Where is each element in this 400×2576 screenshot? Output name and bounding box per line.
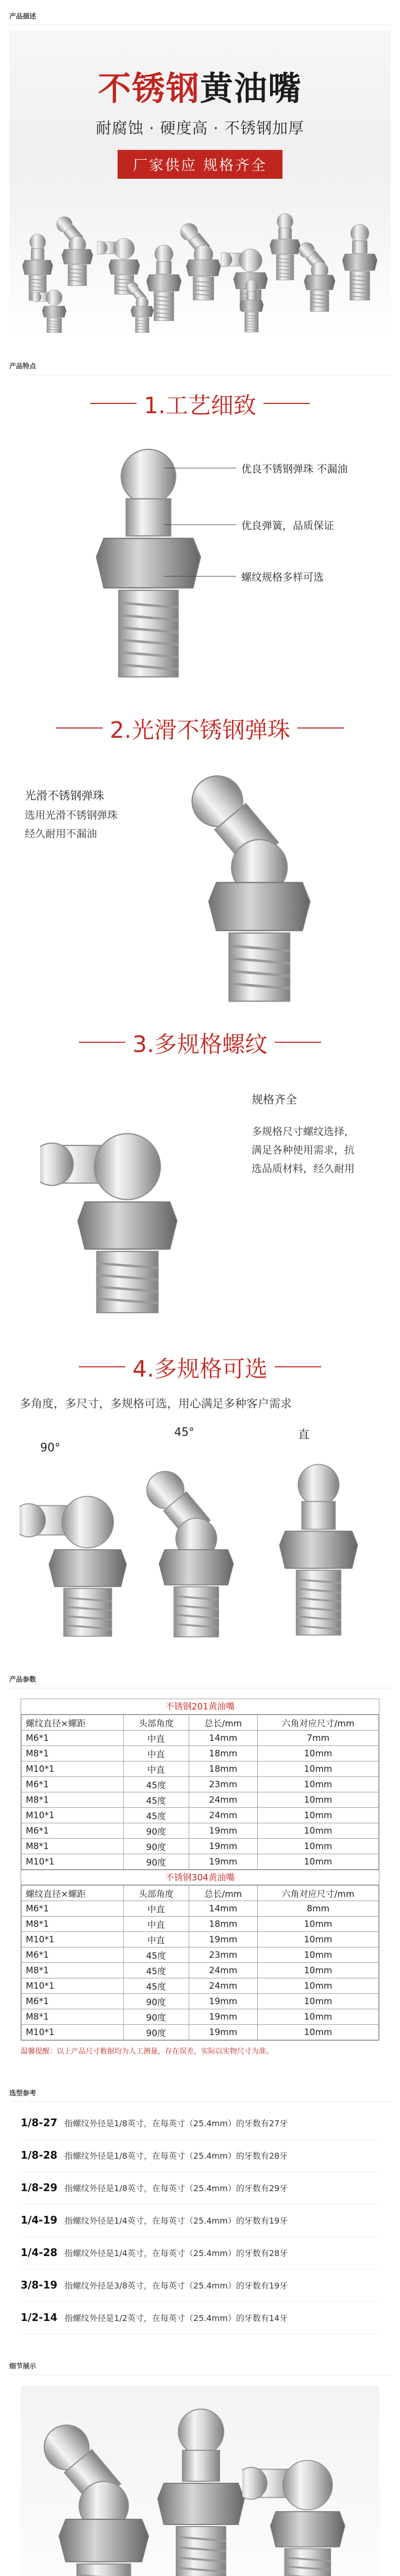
spec-table [21, 1699, 379, 2041]
feature-block-2 [9, 700, 391, 1014]
table-cell: M6*1 [22, 1947, 124, 1963]
table-cell: 10mm [258, 1994, 379, 2009]
table-cell: M10*1 [22, 1978, 124, 1994]
table-cell: 10mm [258, 1932, 379, 1947]
thread-code: 1/8-27 [21, 2116, 58, 2129]
angle-label: 直 [298, 1429, 310, 1442]
selection-item [21, 2107, 379, 2140]
table-cell: M6*1 [22, 1994, 124, 2009]
table-cell: 90度 [124, 2009, 189, 2025]
table-cell: 10mm [258, 2009, 379, 2025]
callout-ball: 优良不锈钢弹珠 不漏油 [241, 463, 348, 475]
table-row [22, 1917, 379, 1932]
selection-item [21, 2140, 379, 2172]
table-cell: 19mm [189, 1932, 258, 1947]
feature-block-4 [9, 1338, 391, 1663]
thread-code: 1/2-14 [21, 2311, 58, 2324]
feature-title [9, 1338, 391, 1395]
table-cell: 23mm [189, 1947, 258, 1963]
detail-image-1 [21, 2385, 379, 2576]
table-cell: 24mm [189, 1792, 258, 1808]
table-header-cell: 总长/mm [189, 1715, 258, 1731]
spec-table-201 [21, 1715, 379, 1870]
feature-title-text: 2.光滑不锈钢弹珠 [110, 717, 290, 743]
table-row [22, 2025, 379, 2040]
detail-product-image [21, 2385, 379, 2576]
table-cell: M6*1 [22, 1901, 124, 1917]
feature-title [9, 375, 391, 432]
table-cell: 10mm [258, 1839, 379, 1854]
table-cell: 中直 [124, 1917, 189, 1932]
selection-item [21, 2269, 379, 2302]
table-header-cell: 螺纹直径×螺距 [22, 1886, 124, 1901]
feature-line: 选品质材料，经久耐用 [252, 1162, 355, 1175]
feature-body [9, 756, 391, 1014]
feature-block-1 [9, 375, 391, 700]
thread-description: 指螺纹外径是1/8英寸，在每英寸（25.4mm）的牙数有27牙 [64, 2119, 288, 2128]
table-row [22, 1854, 379, 1870]
table-row [22, 1761, 379, 1777]
table-row [22, 1978, 379, 1994]
selection-item [21, 2172, 379, 2205]
hero-title [9, 62, 391, 110]
table-cell: 10mm [258, 2025, 379, 2040]
selection-item [21, 2237, 379, 2269]
hero-subtitle: 耐腐蚀 · 硬度高 · 不锈钢加厚 [95, 120, 305, 138]
table-cell: 23mm [189, 1777, 258, 1792]
thread-description: 指螺纹外径是1/8英寸，在每英寸（25.4mm）的牙数有29牙 [64, 2183, 288, 2193]
table-cell: M10*1 [22, 1761, 124, 1777]
feature-title-text: 4.多规格可选 [132, 1356, 268, 1382]
table-cell: 90度 [124, 1839, 189, 1854]
feature-body [9, 432, 391, 700]
feature-title [9, 1014, 391, 1071]
table-cell: M10*1 [22, 2025, 124, 2040]
table-row [22, 1792, 379, 1808]
table-cell: M6*1 [22, 1823, 124, 1839]
thread-code: 1/8-28 [21, 2149, 58, 2161]
callout-thread: 螺纹规格多样可选 [241, 571, 324, 583]
table-header-cell: 头部角度 [124, 1886, 189, 1901]
table-cell: 18mm [189, 1746, 258, 1761]
table-cell: 45度 [124, 1792, 189, 1808]
table-header-cell: 六角对应尺寸/mm [258, 1886, 379, 1901]
hero-product-image [9, 200, 391, 334]
hero-banner [9, 30, 391, 338]
table-cell: 中直 [124, 1761, 189, 1777]
table-note: 温馨提醒：以上产品尺寸数据均为人工测量，存在误差，实际以实物尺寸为准。 [21, 2047, 273, 2056]
title-dash [56, 727, 103, 728]
table-group-title: 不锈钢201黄油嘴 [21, 1699, 379, 1715]
feature-body [9, 1071, 391, 1338]
title-dash [275, 1366, 321, 1367]
table-cell: 10mm [258, 1808, 379, 1823]
hero-title-dark: 黄油嘴 [200, 70, 302, 108]
table-cell: 8mm [258, 1901, 379, 1917]
table-cell: 中直 [124, 1731, 189, 1746]
feature-line: 满足各种使用需求，抗 [252, 1144, 355, 1156]
thread-description: 指螺纹外径是1/2英寸，在每英寸（25.4mm）的牙数有14牙 [64, 2313, 288, 2323]
table-cell: 90度 [124, 1854, 189, 1870]
feature-text [25, 787, 118, 843]
table-header-row [22, 1886, 379, 1901]
feature-title-text: 1.工艺细致 [144, 393, 256, 419]
section-header-desc: 产品描述 [9, 13, 37, 21]
table-header-cell: 总长/mm [189, 1886, 258, 1901]
table-cell: M8*1 [22, 1746, 124, 1761]
title-dash [79, 1366, 125, 1367]
spec-table-304 [21, 1885, 379, 2040]
table-row [22, 1963, 379, 1978]
feature-line: 规格齐全 [252, 1094, 297, 1107]
thread-description: 指螺纹外径是1/8英寸，在每英寸（25.4mm）的牙数有28牙 [64, 2151, 288, 2161]
angle-label: 90° [40, 1442, 60, 1454]
feature-text [252, 1091, 355, 1178]
thread-code: 1/4-28 [21, 2246, 58, 2259]
table-row [22, 1839, 379, 1854]
angle-label: 45° [174, 1426, 194, 1439]
table-cell: 90度 [124, 2025, 189, 2040]
feature-line: 选用光滑不锈钢弹珠 [25, 809, 118, 821]
table-cell: 18mm [189, 1917, 258, 1932]
section-header-params: 产品参数 [9, 1676, 37, 1684]
callout-line [164, 576, 236, 577]
thread-code: 3/8-19 [21, 2279, 58, 2291]
table-cell: 10mm [258, 1792, 379, 1808]
table-cell: 10mm [258, 1854, 379, 1870]
thread-description: 指螺纹外径是3/8英寸，在每英寸（25.4mm）的牙数有19牙 [64, 2281, 288, 2291]
table-cell: 45度 [124, 1808, 189, 1823]
title-dash [297, 727, 344, 728]
title-dash [263, 403, 310, 404]
table-row [22, 1823, 379, 1839]
table-cell: 10mm [258, 1978, 379, 1994]
table-cell: M8*1 [22, 1792, 124, 1808]
table-cell: 10mm [258, 1777, 379, 1792]
feature-line: 多规格尺寸螺纹选择, [252, 1125, 348, 1138]
table-cell: 19mm [189, 1823, 258, 1839]
table-cell: M10*1 [22, 1808, 124, 1823]
feature-body [9, 1395, 391, 1663]
table-row [22, 1947, 379, 1963]
table-row [22, 1731, 379, 1746]
title-dash [275, 1042, 321, 1043]
feature-text: 多角度，多尺寸，多规格可选，用心满足多种客户需求 [20, 1398, 292, 1411]
thread-code: 1/4-19 [21, 2214, 58, 2226]
table-cell: M6*1 [22, 1777, 124, 1792]
table-cell: 10mm [258, 1746, 379, 1761]
table-header-row [22, 1715, 379, 1731]
table-cell: 24mm [189, 1808, 258, 1823]
table-row [22, 1808, 379, 1823]
selection-item [21, 2302, 379, 2334]
feature-product-image [9, 1447, 391, 1653]
thread-code: 1/8-29 [21, 2181, 58, 2194]
hero-title-red: 不锈钢 [98, 70, 200, 108]
table-cell: 10mm [258, 1947, 379, 1963]
callout-spring: 优良弹簧，品质保证 [241, 519, 334, 532]
table-cell: 中直 [124, 1901, 189, 1917]
table-cell: M8*1 [22, 2009, 124, 2025]
feature-product-image [87, 437, 210, 689]
table-group-title: 不锈钢304黄油嘴 [21, 1870, 379, 1885]
table-cell: 24mm [189, 1963, 258, 1978]
table-cell: 10mm [258, 1963, 379, 1978]
selection-list [21, 2107, 379, 2334]
table-cell: 90度 [124, 1823, 189, 1839]
table-row [22, 1901, 379, 1917]
table-cell: 45度 [124, 1777, 189, 1792]
title-dash [90, 403, 137, 404]
table-cell: 90度 [124, 1994, 189, 2009]
table-cell: 45度 [124, 1947, 189, 1963]
table-cell: 24mm [189, 1978, 258, 1994]
feature-product-image [179, 756, 349, 1009]
thread-description: 指螺纹外径是1/4英寸，在每英寸（25.4mm）的牙数有28牙 [64, 2248, 288, 2258]
table-cell: 10mm [258, 1823, 379, 1839]
table-row [22, 1777, 379, 1792]
table-header-cell: 六角对应尺寸/mm [258, 1715, 379, 1731]
table-cell: 19mm [189, 1854, 258, 1870]
section-header-details: 细节展示 [9, 2363, 37, 2370]
table-cell: 19mm [189, 2009, 258, 2025]
table-cell: 19mm [189, 1839, 258, 1854]
table-cell: M10*1 [22, 1854, 124, 1870]
table-header-cell: 头部角度 [124, 1715, 189, 1731]
thread-description: 指螺纹外径是1/4英寸，在每英寸（25.4mm）的牙数有19牙 [64, 2216, 288, 2226]
section-header-features: 产品特点 [9, 363, 37, 370]
table-cell: 18mm [189, 1761, 258, 1777]
table-row [22, 2009, 379, 2025]
table-cell: 10mm [258, 1917, 379, 1932]
table-cell: 45度 [124, 1978, 189, 1994]
section-header-selection: 选型参考 [9, 2090, 37, 2097]
table-row [22, 1994, 379, 2009]
table-header-cell: 螺纹直径×螺距 [22, 1715, 124, 1731]
feature-line: 经久耐用不漏油 [25, 827, 97, 840]
table-cell: M10*1 [22, 1932, 124, 1947]
title-dash [79, 1042, 125, 1043]
table-cell: 19mm [189, 1994, 258, 2009]
feature-block-3 [9, 1014, 391, 1338]
table-cell: 14mm [189, 1731, 258, 1746]
callout-line [164, 524, 236, 525]
table-cell: 7mm [258, 1731, 379, 1746]
table-cell: 10mm [258, 1761, 379, 1777]
selection-item [21, 2205, 379, 2237]
table-cell: 中直 [124, 1746, 189, 1761]
table-cell: 14mm [189, 1901, 258, 1917]
feature-product-image [40, 1076, 205, 1328]
table-cell: M8*1 [22, 1839, 124, 1854]
table-row [22, 1932, 379, 1947]
table-cell: M8*1 [22, 1963, 124, 1978]
table-row [22, 1746, 379, 1761]
hero-badge: 厂家供应 规格齐全 [118, 150, 282, 179]
feature-title [9, 700, 391, 756]
feature-title-text: 3.多规格螺纹 [132, 1031, 268, 1058]
table-cell: 45度 [124, 1963, 189, 1978]
table-cell: M8*1 [22, 1917, 124, 1932]
table-cell: M6*1 [22, 1731, 124, 1746]
table-cell: 19mm [189, 2025, 258, 2040]
feature-line: 光滑不锈钢弹珠 [25, 790, 105, 803]
table-cell: 中直 [124, 1932, 189, 1947]
